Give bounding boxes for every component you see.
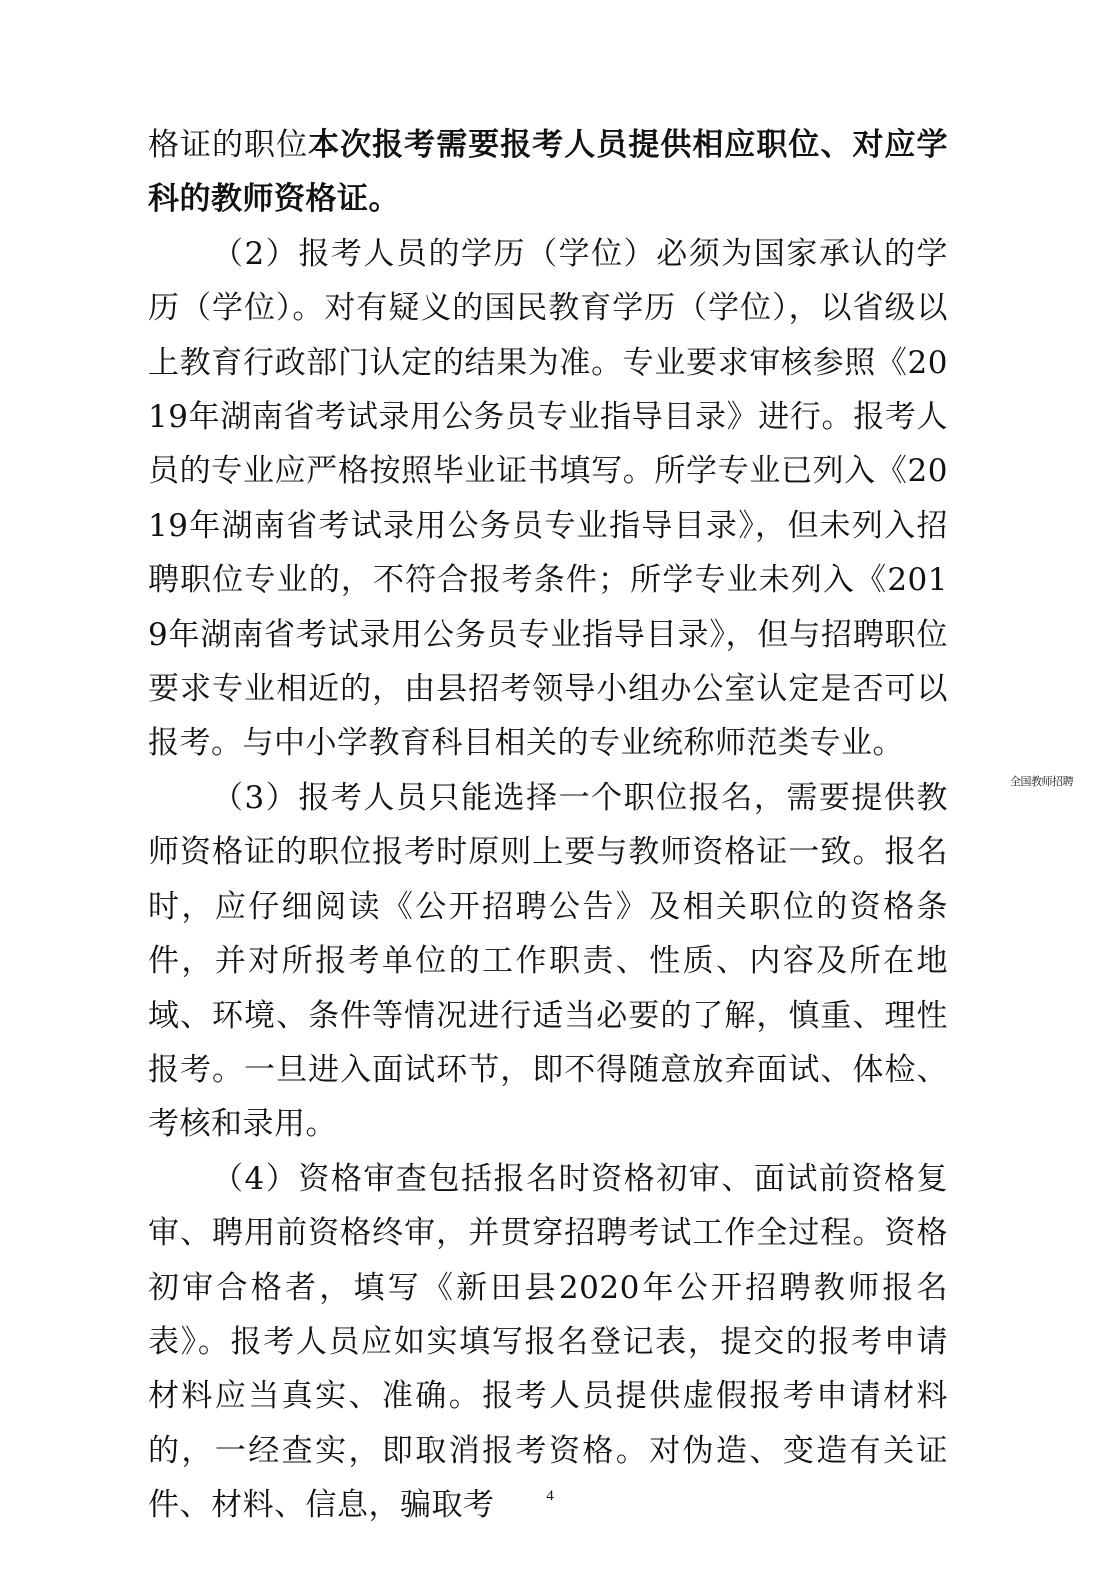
bold-emphasis-text: 本次报考需要报考人员提供相应职位、对应学科的教师资格证。 (148, 127, 949, 218)
paragraph-text: （3）报考人员只能选择一个职位报名，需要提供教师资格证的职位报考时原则上要与教师资格证一致。报名时，应仔细阅读《公开招聘公告》及相关职位的资格条件，并对所报考单位的工作职责、性质、内容及所在地域、环境、条件等情况进行适当必要的了解，慎重、理性报考。一旦进入面试环节，即不得随意放弃面试、体检、考核和录用。 (148, 779, 948, 1143)
paragraph-text: 格证的职位 (148, 127, 309, 163)
paragraph-qualification-review (148, 1152, 948, 1533)
paragraph-position-selection (148, 771, 948, 1152)
paragraph-education-requirement (148, 227, 948, 771)
watermark-text: 全国教师招聘 (1010, 775, 1073, 788)
page-number: 4 (546, 1488, 554, 1504)
paragraph-text: （4）资格审查包括报名时资格初审、面试前资格复审、聘用前资格终审，并贯穿招聘考试工作全过程。资格初审合格者，填写《新田县2020年公开招聘教师报名表》。报考人员应如实填写报名登记表，提交的报考申请材料应当真实、准确。报考人员提供虚假报考申请材料的，一经查实，即取消报考资格。对伪造、变造有关证件、材料、信息，骗取考 (148, 1160, 948, 1524)
document-body (148, 118, 948, 1533)
paragraph-text: （2）报考人员的学历（学位）必须为国家承认的学历（学位）。对有疑义的国民教育学历（学位），以省级以上教育行政部门认定的结果为准。专业要求审核参照《2019年湖南省考试录用公务员专业指导目录》进行。报考人员的专业应严格按照毕业证书填写。所学专业已列入《2019年湖南省考试录用公务员专业指导目录》，但未列入招聘职位专业的，不符合报考条件；所学专业未列入《2019年湖南省考试录用公务员专业指导目录》，但与招聘职位要求专业相近的，由县招考领导小组办公室认定是否可以报考。与中小学教育科目相关的专业统称师范类专业。 (148, 235, 948, 762)
paragraph-certificate-requirement (148, 118, 948, 227)
